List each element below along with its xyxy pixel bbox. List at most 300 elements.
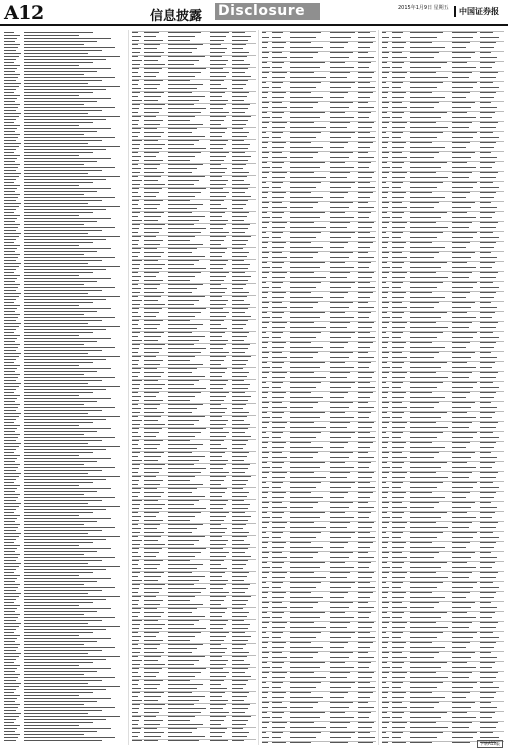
text-line (382, 267, 504, 268)
text-line (262, 547, 376, 548)
text-line (262, 42, 376, 43)
text-line (262, 147, 376, 148)
table-rule (132, 703, 256, 704)
text-line (262, 157, 376, 158)
text-line (132, 528, 256, 529)
text-line (4, 686, 126, 687)
table-rule (132, 259, 256, 260)
text-line (4, 299, 126, 300)
text-line (382, 612, 504, 613)
text-line (4, 608, 126, 609)
table-rule (382, 711, 504, 712)
text-line (4, 632, 126, 633)
table-rule (262, 671, 376, 672)
text-line (132, 716, 256, 717)
text-line (132, 288, 256, 289)
text-line (132, 64, 256, 65)
text-line (4, 530, 126, 531)
text-line (4, 281, 126, 282)
paper-name: 中国证券报 (454, 6, 499, 17)
table-rule (262, 501, 376, 502)
text-line (262, 687, 376, 688)
text-line (4, 611, 126, 612)
text-line (262, 57, 376, 58)
text-line (382, 182, 504, 183)
text-line (4, 47, 126, 48)
table-rule (132, 367, 256, 368)
text-line (382, 137, 504, 138)
text-line (4, 179, 126, 180)
text-line (132, 96, 256, 97)
text-line (132, 492, 256, 493)
text-line (262, 522, 376, 523)
text-line (262, 627, 376, 628)
text-line (4, 380, 126, 381)
text-line (132, 152, 256, 153)
text-line (132, 596, 256, 597)
table-rule (262, 621, 376, 622)
table-rule (382, 151, 504, 152)
text-line (262, 97, 376, 98)
text-line (132, 224, 256, 225)
text-line (4, 626, 126, 627)
text-line (4, 605, 126, 606)
text-line (132, 284, 256, 285)
table-rule (262, 291, 376, 292)
table-rule (132, 439, 256, 440)
text-line (262, 472, 376, 473)
text-line (4, 725, 126, 726)
text-line (4, 617, 126, 618)
text-line (382, 327, 504, 328)
table-rule (132, 79, 256, 80)
text-line (132, 200, 256, 201)
text-line (132, 308, 256, 309)
table-rule (132, 679, 256, 680)
text-line (132, 408, 256, 409)
text-line (4, 230, 126, 231)
text-line (4, 722, 126, 723)
text-line (132, 624, 256, 625)
text-line (132, 488, 256, 489)
table-rule (262, 541, 376, 542)
text-line (4, 272, 126, 273)
text-line (382, 362, 504, 363)
text-line (4, 599, 126, 600)
table-rule (262, 151, 376, 152)
text-line (382, 372, 504, 373)
text-line (262, 222, 376, 223)
text-line (4, 365, 126, 366)
text-line (262, 417, 376, 418)
text-line (382, 162, 504, 163)
text-line (382, 42, 504, 43)
table-rule (382, 141, 504, 142)
table-rule (382, 111, 504, 112)
text-line (132, 668, 256, 669)
text-line (132, 704, 256, 705)
text-line (382, 72, 504, 73)
text-line (4, 344, 126, 345)
text-line (4, 335, 126, 336)
text-line (132, 416, 256, 417)
text-line (4, 158, 126, 159)
text-line (262, 612, 376, 613)
text-line (262, 727, 376, 728)
text-line (262, 322, 376, 323)
table-rule (132, 175, 256, 176)
text-line (132, 608, 256, 609)
text-line (262, 357, 376, 358)
table-rule (262, 721, 376, 722)
text-line (262, 592, 376, 593)
text-line (262, 447, 376, 448)
text-line (262, 557, 376, 558)
table-rule (262, 451, 376, 452)
text-line (132, 128, 256, 129)
text-line (4, 425, 126, 426)
table-rule (132, 583, 256, 584)
text-line (262, 487, 376, 488)
column-divider (128, 30, 129, 745)
text-line (4, 200, 126, 201)
text-line (4, 164, 126, 165)
text-line (382, 482, 504, 483)
column-divider (378, 30, 379, 745)
table-rule (132, 55, 256, 56)
table-rule (262, 491, 376, 492)
text-line (382, 477, 504, 478)
text-line (262, 277, 376, 278)
text-line (382, 92, 504, 93)
text-line (4, 536, 126, 537)
text-line (262, 622, 376, 623)
text-line (262, 707, 376, 708)
text-line (382, 207, 504, 208)
text-line (132, 604, 256, 605)
text-line (132, 724, 256, 725)
text-line (262, 387, 376, 388)
text-line (132, 244, 256, 245)
text-line (382, 317, 504, 318)
text-line (4, 242, 126, 243)
text-line (4, 623, 126, 624)
text-line (262, 577, 376, 578)
text-line (382, 192, 504, 193)
column-divider (258, 30, 259, 745)
page-header (0, 0, 508, 26)
table-rule (382, 161, 504, 162)
text-line (4, 443, 126, 444)
table-rule (132, 499, 256, 500)
table-rule (132, 571, 256, 572)
text-line (382, 637, 504, 638)
text-line (382, 47, 504, 48)
table-rule (132, 295, 256, 296)
text-line (132, 680, 256, 681)
text-line (382, 667, 504, 668)
text-line (132, 692, 256, 693)
text-line (4, 119, 126, 120)
text-line (4, 188, 126, 189)
text-line (382, 492, 504, 493)
text-line (4, 422, 126, 423)
text-line (4, 161, 126, 162)
text-line (4, 533, 126, 534)
text-line (4, 98, 126, 99)
text-line (4, 581, 126, 582)
text-line (132, 344, 256, 345)
text-line (4, 698, 126, 699)
table-rule (262, 41, 376, 42)
text-line (382, 672, 504, 673)
text-line (4, 353, 126, 354)
text-line (4, 260, 126, 261)
text-line (132, 144, 256, 145)
text-line (4, 68, 126, 69)
text-line (382, 702, 504, 703)
text-line (132, 368, 256, 369)
text-line (262, 462, 376, 463)
text-line (132, 228, 256, 229)
text-line (382, 467, 504, 468)
text-line (262, 302, 376, 303)
text-line (132, 740, 256, 741)
text-line (382, 62, 504, 63)
text-line (262, 667, 376, 668)
text-line (262, 282, 376, 283)
table-rule (132, 559, 256, 560)
text-line (4, 413, 126, 414)
table-rule (382, 491, 504, 492)
text-line (4, 104, 126, 105)
text-line (132, 540, 256, 541)
text-line (262, 37, 376, 38)
table-rule (132, 199, 256, 200)
text-line (262, 742, 376, 743)
text-line (262, 507, 376, 508)
text-line (4, 155, 126, 156)
text-line (262, 142, 376, 143)
text-line (262, 207, 376, 208)
text-line (4, 257, 126, 258)
text-line (132, 84, 256, 85)
text-line (4, 587, 126, 588)
text-line (132, 196, 256, 197)
column-2-tables (132, 30, 256, 745)
text-line (4, 317, 126, 318)
text-line (382, 717, 504, 718)
text-line (132, 60, 256, 61)
table-rule (132, 739, 256, 740)
table-rule (132, 391, 256, 392)
text-line (4, 602, 126, 603)
text-line (4, 638, 126, 639)
text-line (262, 517, 376, 518)
text-line (132, 720, 256, 721)
text-line (382, 737, 504, 738)
text-line (132, 444, 256, 445)
text-line (4, 131, 126, 132)
text-line (4, 521, 126, 522)
text-line (382, 712, 504, 713)
table-rule (262, 741, 376, 742)
text-line (4, 716, 126, 717)
text-line (4, 575, 126, 576)
text-line (4, 437, 126, 438)
text-line (132, 328, 256, 329)
table-rule (132, 307, 256, 308)
table-rule (382, 91, 504, 92)
text-line (4, 671, 126, 672)
text-line (132, 360, 256, 361)
text-line (382, 197, 504, 198)
text-line (4, 140, 126, 141)
text-line (4, 305, 126, 306)
text-line (132, 108, 256, 109)
table-rule (262, 521, 376, 522)
text-line (262, 312, 376, 313)
text-line (132, 348, 256, 349)
text-line (382, 537, 504, 538)
text-line (132, 372, 256, 373)
text-line (4, 677, 126, 678)
text-line (4, 329, 126, 330)
text-line (132, 568, 256, 569)
text-line (382, 577, 504, 578)
text-line (132, 40, 256, 41)
text-line (132, 472, 256, 473)
text-line (262, 287, 376, 288)
text-line (4, 614, 126, 615)
text-line (262, 182, 376, 183)
text-line (4, 338, 126, 339)
text-line (4, 302, 126, 303)
text-line (132, 320, 256, 321)
text-line (132, 496, 256, 497)
table-rule (262, 231, 376, 232)
table-rule (382, 721, 504, 722)
text-line (262, 167, 376, 168)
text-line (4, 527, 126, 528)
text-line (262, 642, 376, 643)
text-line (132, 36, 256, 37)
continued-note: 下转A13版 (477, 740, 503, 748)
text-line (262, 272, 376, 273)
text-line (382, 437, 504, 438)
table-rule (382, 51, 504, 52)
text-line (382, 282, 504, 283)
table-rule (262, 581, 376, 582)
text-line (4, 557, 126, 558)
text-line (4, 251, 126, 252)
text-line (4, 356, 126, 357)
table-rule (132, 451, 256, 452)
text-line (132, 124, 256, 125)
text-line (132, 164, 256, 165)
text-line (262, 477, 376, 478)
text-line (132, 104, 256, 105)
text-line (382, 172, 504, 173)
text-line (4, 434, 126, 435)
table-rule (132, 319, 256, 320)
text-line (382, 52, 504, 53)
text-line (4, 569, 126, 570)
text-line (4, 74, 126, 75)
text-line (4, 479, 126, 480)
text-line (262, 552, 376, 553)
text-line (4, 713, 126, 714)
text-line (132, 664, 256, 665)
text-line (382, 592, 504, 593)
text-line (132, 304, 256, 305)
text-line (382, 257, 504, 258)
text-line (4, 128, 126, 129)
text-line (4, 248, 126, 249)
table-rule (132, 271, 256, 272)
column-3-table (262, 30, 376, 745)
text-line (132, 652, 256, 653)
table-rule (262, 61, 376, 62)
table-rule (382, 251, 504, 252)
text-line (132, 68, 256, 69)
table-rule (262, 681, 376, 682)
text-line (382, 322, 504, 323)
text-line (382, 272, 504, 273)
text-line (132, 428, 256, 429)
table-rule (382, 271, 504, 272)
table-rule (262, 641, 376, 642)
table-rule (262, 691, 376, 692)
table-rule (132, 619, 256, 620)
text-line (4, 326, 126, 327)
text-line (382, 432, 504, 433)
text-line (132, 400, 256, 401)
text-line (4, 500, 126, 501)
text-line (262, 87, 376, 88)
table-rule (262, 161, 376, 162)
text-line (4, 689, 126, 690)
text-line (4, 578, 126, 579)
table-rule (262, 511, 376, 512)
text-line (4, 485, 126, 486)
text-line (4, 719, 126, 720)
text-line (382, 582, 504, 583)
text-line (382, 242, 504, 243)
text-line (382, 572, 504, 573)
text-line (262, 212, 376, 213)
text-line (132, 468, 256, 469)
text-line (4, 542, 126, 543)
text-line (4, 314, 126, 315)
text-line (382, 107, 504, 108)
text-line (4, 137, 126, 138)
text-line (262, 402, 376, 403)
text-line (262, 437, 376, 438)
text-line (382, 562, 504, 563)
text-line (262, 512, 376, 513)
text-line (4, 269, 126, 270)
text-line (4, 560, 126, 561)
table-rule (382, 581, 504, 582)
section-title-en: Disclosure (215, 3, 320, 20)
table-rule (262, 251, 376, 252)
text-line (4, 464, 126, 465)
table-rule (382, 471, 504, 472)
text-line (4, 620, 126, 621)
text-line (132, 484, 256, 485)
text-line (262, 527, 376, 528)
